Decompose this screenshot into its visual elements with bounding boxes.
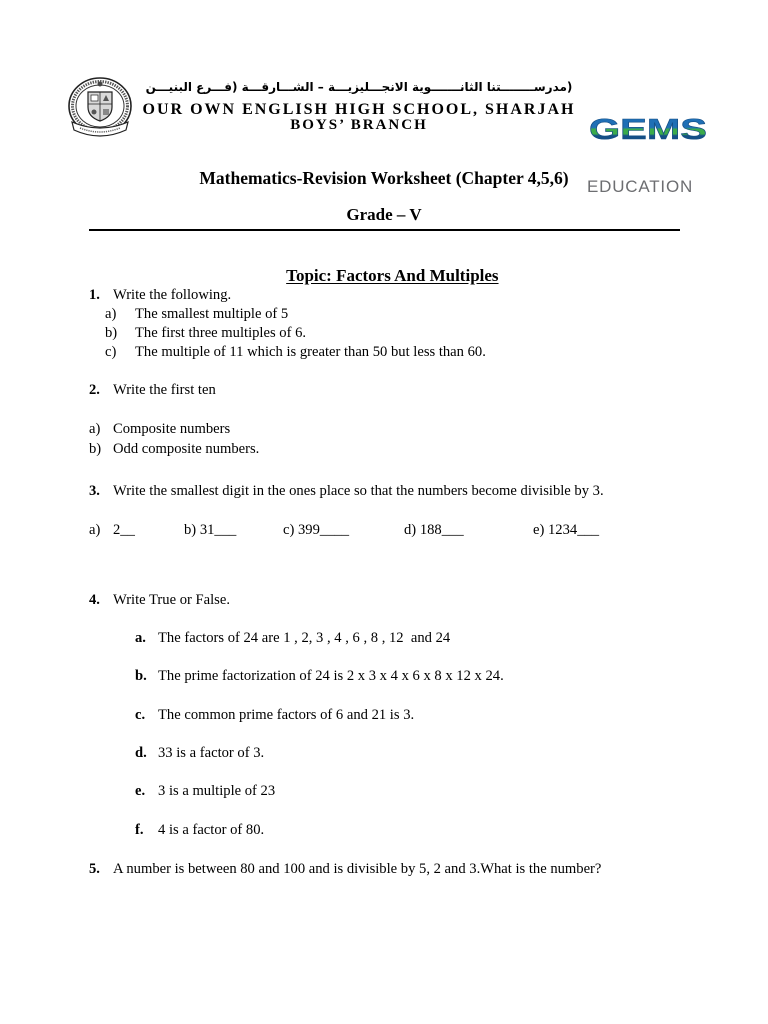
school-name: OUR OWN ENGLISH HIGH SCHOOL, SHARJAH (142, 101, 576, 118)
question-4-item-text: 4 is a factor of 80. (158, 822, 265, 838)
question-3-option-label: a) (89, 522, 101, 538)
question-3-option (184, 521, 236, 539)
question-4-text: Write True or False. (113, 592, 230, 608)
question-3-option-value: 31___ (199, 522, 237, 538)
question-1-item-text: The first three multiples of 6. (135, 325, 307, 341)
question-1-item-text: The multiple of 11 which is greater than 50 but less than 60. (135, 344, 486, 360)
question-3-option-value: 188___ (419, 522, 464, 538)
question-1-item-label: b) (105, 325, 118, 341)
question-1-text: Write the following. (113, 287, 232, 303)
question-4-item-label: a. (135, 630, 146, 646)
question-4-item-text: 3 is a multiple of 23 (158, 783, 276, 799)
question-3-number: 3. (89, 483, 100, 499)
question-3-option-value: 399____ (298, 522, 350, 538)
question-4-item-label: d. (135, 745, 147, 761)
gems-logo-tagline: EDUCATION (587, 177, 694, 196)
worksheet-grade: Grade – V (346, 205, 422, 224)
question-3-option (404, 521, 464, 539)
title-divider (89, 229, 680, 231)
question-4-item-label: e. (135, 783, 146, 799)
worksheet-topic-text: Topic: Factors And Multiples (286, 266, 499, 285)
question-4-item-text: The prime factorization of 24 is 2 x 3 x 4 x 6 x 8 x 12 x 24. (158, 668, 504, 684)
gems-logo-text: GEMS (589, 116, 707, 142)
question-1-item-label: a) (105, 306, 117, 322)
question-3-text: Write the smallest digit in the ones place so that the numbers become divisible by 3. (113, 483, 604, 499)
school-crest-icon (66, 76, 134, 140)
question-5-text: A number is between 80 and 100 and is divisible by 5, 2 and 3.What is the number? (113, 861, 602, 877)
question-2-number: 2. (89, 382, 100, 398)
question-2-item-text: Odd composite numbers. (113, 441, 260, 457)
question-1-item-text: The smallest multiple of 5 (135, 306, 289, 322)
question-4-item-text: The factors of 24 are 1 , 2, 3 , 4 , 6 , 8 , 12 and 24 (158, 630, 451, 646)
question-3-option-value: 2__ (113, 522, 135, 538)
question-3-option (533, 521, 599, 539)
question-3-option-label: b) (184, 522, 197, 538)
school-branch: BOYS’ BRANCH (290, 117, 428, 133)
gems-education-logo (587, 80, 711, 196)
question-5-number: 5. (89, 861, 100, 877)
school-name-arabic: (مدرســــــــتنا الثانـــــــوية الانجـــليزيـــة – الشـــارقـــة (فـــرع البنيـــن (145, 80, 573, 94)
question-4-item-label: b. (135, 668, 147, 684)
question-3-option (283, 521, 349, 539)
question-4-item-text: The common prime factors of 6 and 21 is 3. (158, 707, 415, 723)
question-1-item-label: c) (105, 344, 117, 360)
question-4-item-text: 33 is a factor of 3. (158, 745, 265, 761)
question-3-option-label: e) (533, 522, 545, 538)
question-1-number: 1. (89, 287, 100, 303)
question-4-item-label: c. (135, 707, 146, 723)
question-2-item-label: a) (89, 421, 101, 437)
question-4-item-label: f. (135, 822, 144, 838)
question-2-item-text: Composite numbers (113, 421, 231, 437)
question-3-option-value: 1234___ (548, 522, 600, 538)
question-2-item-label: b) (89, 441, 102, 457)
worksheet-title: Mathematics-Revision Worksheet (Chapter 4,5,6) (199, 168, 569, 188)
question-3-option-label: d) (404, 522, 417, 538)
question-3-option-label: c) (283, 522, 295, 538)
question-4-number: 4. (89, 592, 100, 608)
question-2-text: Write the first ten (113, 382, 216, 398)
gems-logo-mark (587, 116, 711, 142)
